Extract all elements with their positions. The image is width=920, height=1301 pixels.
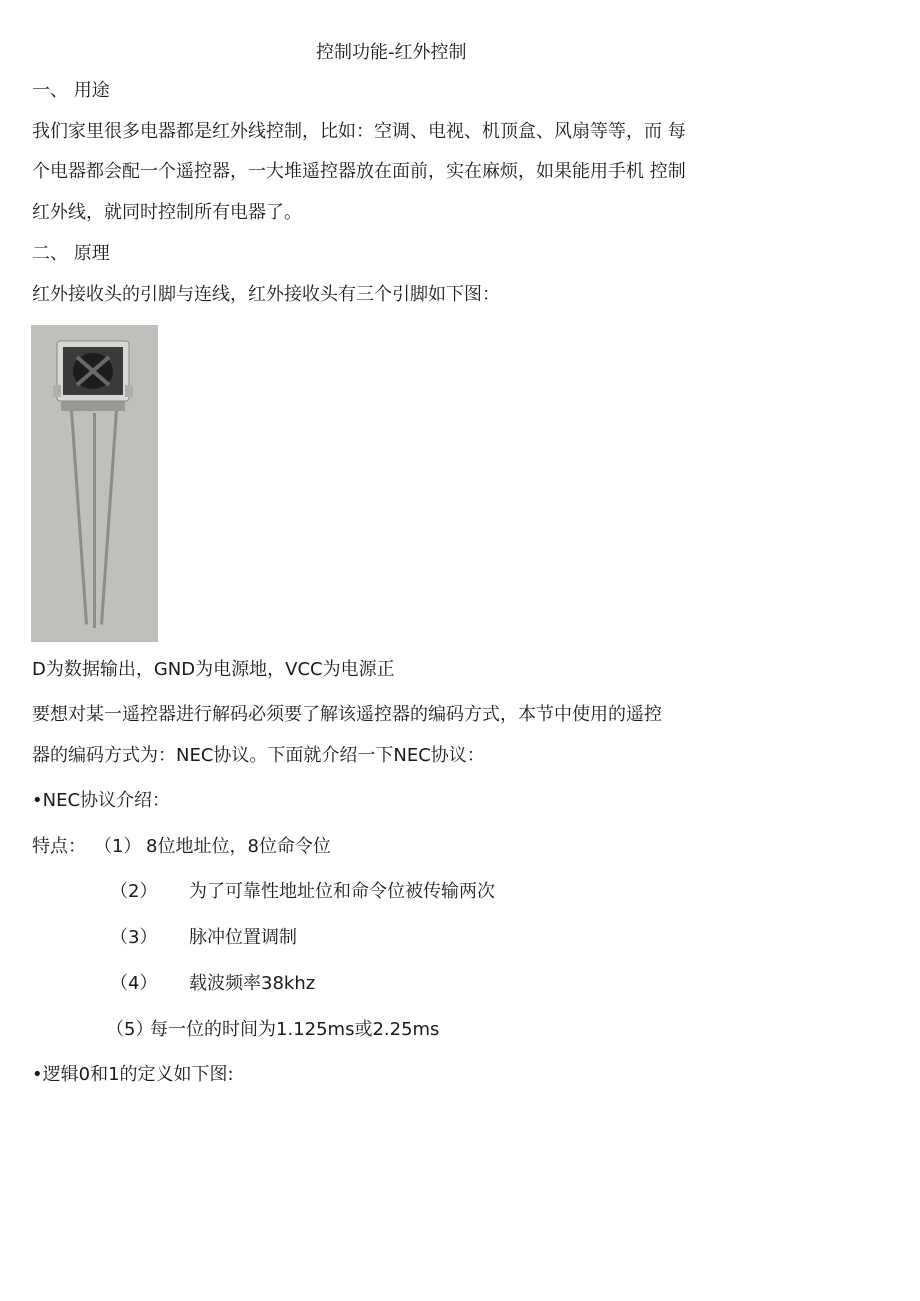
feature-number: （3）: [110, 927, 158, 948]
feature-number: （4）: [110, 973, 158, 994]
feature-number: （5）: [106, 1019, 154, 1040]
nec-intro-bullet: •NEC协议介绍：: [32, 790, 171, 811]
feature-text: 载波频率38khz: [189, 973, 316, 994]
decode-paragraph-line: 要想对某一遥控器进行解码必须要了解该遥控器的编码方式，本节中使用的遥控: [32, 704, 662, 725]
feature-text: 8位地址位，8位命令位: [146, 836, 331, 857]
features-label: 特点：: [32, 836, 86, 857]
feature-text: 脉冲位置调制: [189, 927, 297, 948]
usage-paragraph-line: 红外线，就同时控制所有电器了。: [32, 202, 302, 223]
pin-description: D为数据输出，GND为电源地，VCC为电源正: [32, 659, 395, 680]
usage-paragraph-line: 我们家里很多电器都是红外线控制，比如：空调、电视、机顶盒、风扇等等，而 每: [32, 121, 686, 142]
section-heading-usage: 一、 用途: [32, 80, 110, 101]
ir-receiver-photo: [31, 325, 158, 642]
feature-number: （2）: [110, 881, 158, 902]
feature-text: 为了可靠性地址位和命令位被传输两次: [189, 881, 495, 902]
feature-text: 每一位的时间为1.125ms或2.25ms: [150, 1019, 440, 1040]
logic-definition-bullet: •逻辑0和1的定义如下图:: [32, 1064, 234, 1085]
section-heading-principle: 二、 原理: [32, 243, 110, 264]
receiver-intro-text: 红外接收头的引脚与连线，红外接收头有三个引脚如下图：: [32, 284, 500, 305]
feature-number: （1）: [94, 836, 142, 857]
usage-paragraph-line: 个电器都会配一个遥控器，一大堆遥控器放在面前，实在麻烦，如果能用手机 控制: [32, 161, 686, 182]
decode-paragraph-line: 器的编码方式为：NEC协议。下面就介绍一下NEC协议：: [32, 745, 485, 766]
page-title: 控制功能-红外控制: [316, 42, 467, 63]
